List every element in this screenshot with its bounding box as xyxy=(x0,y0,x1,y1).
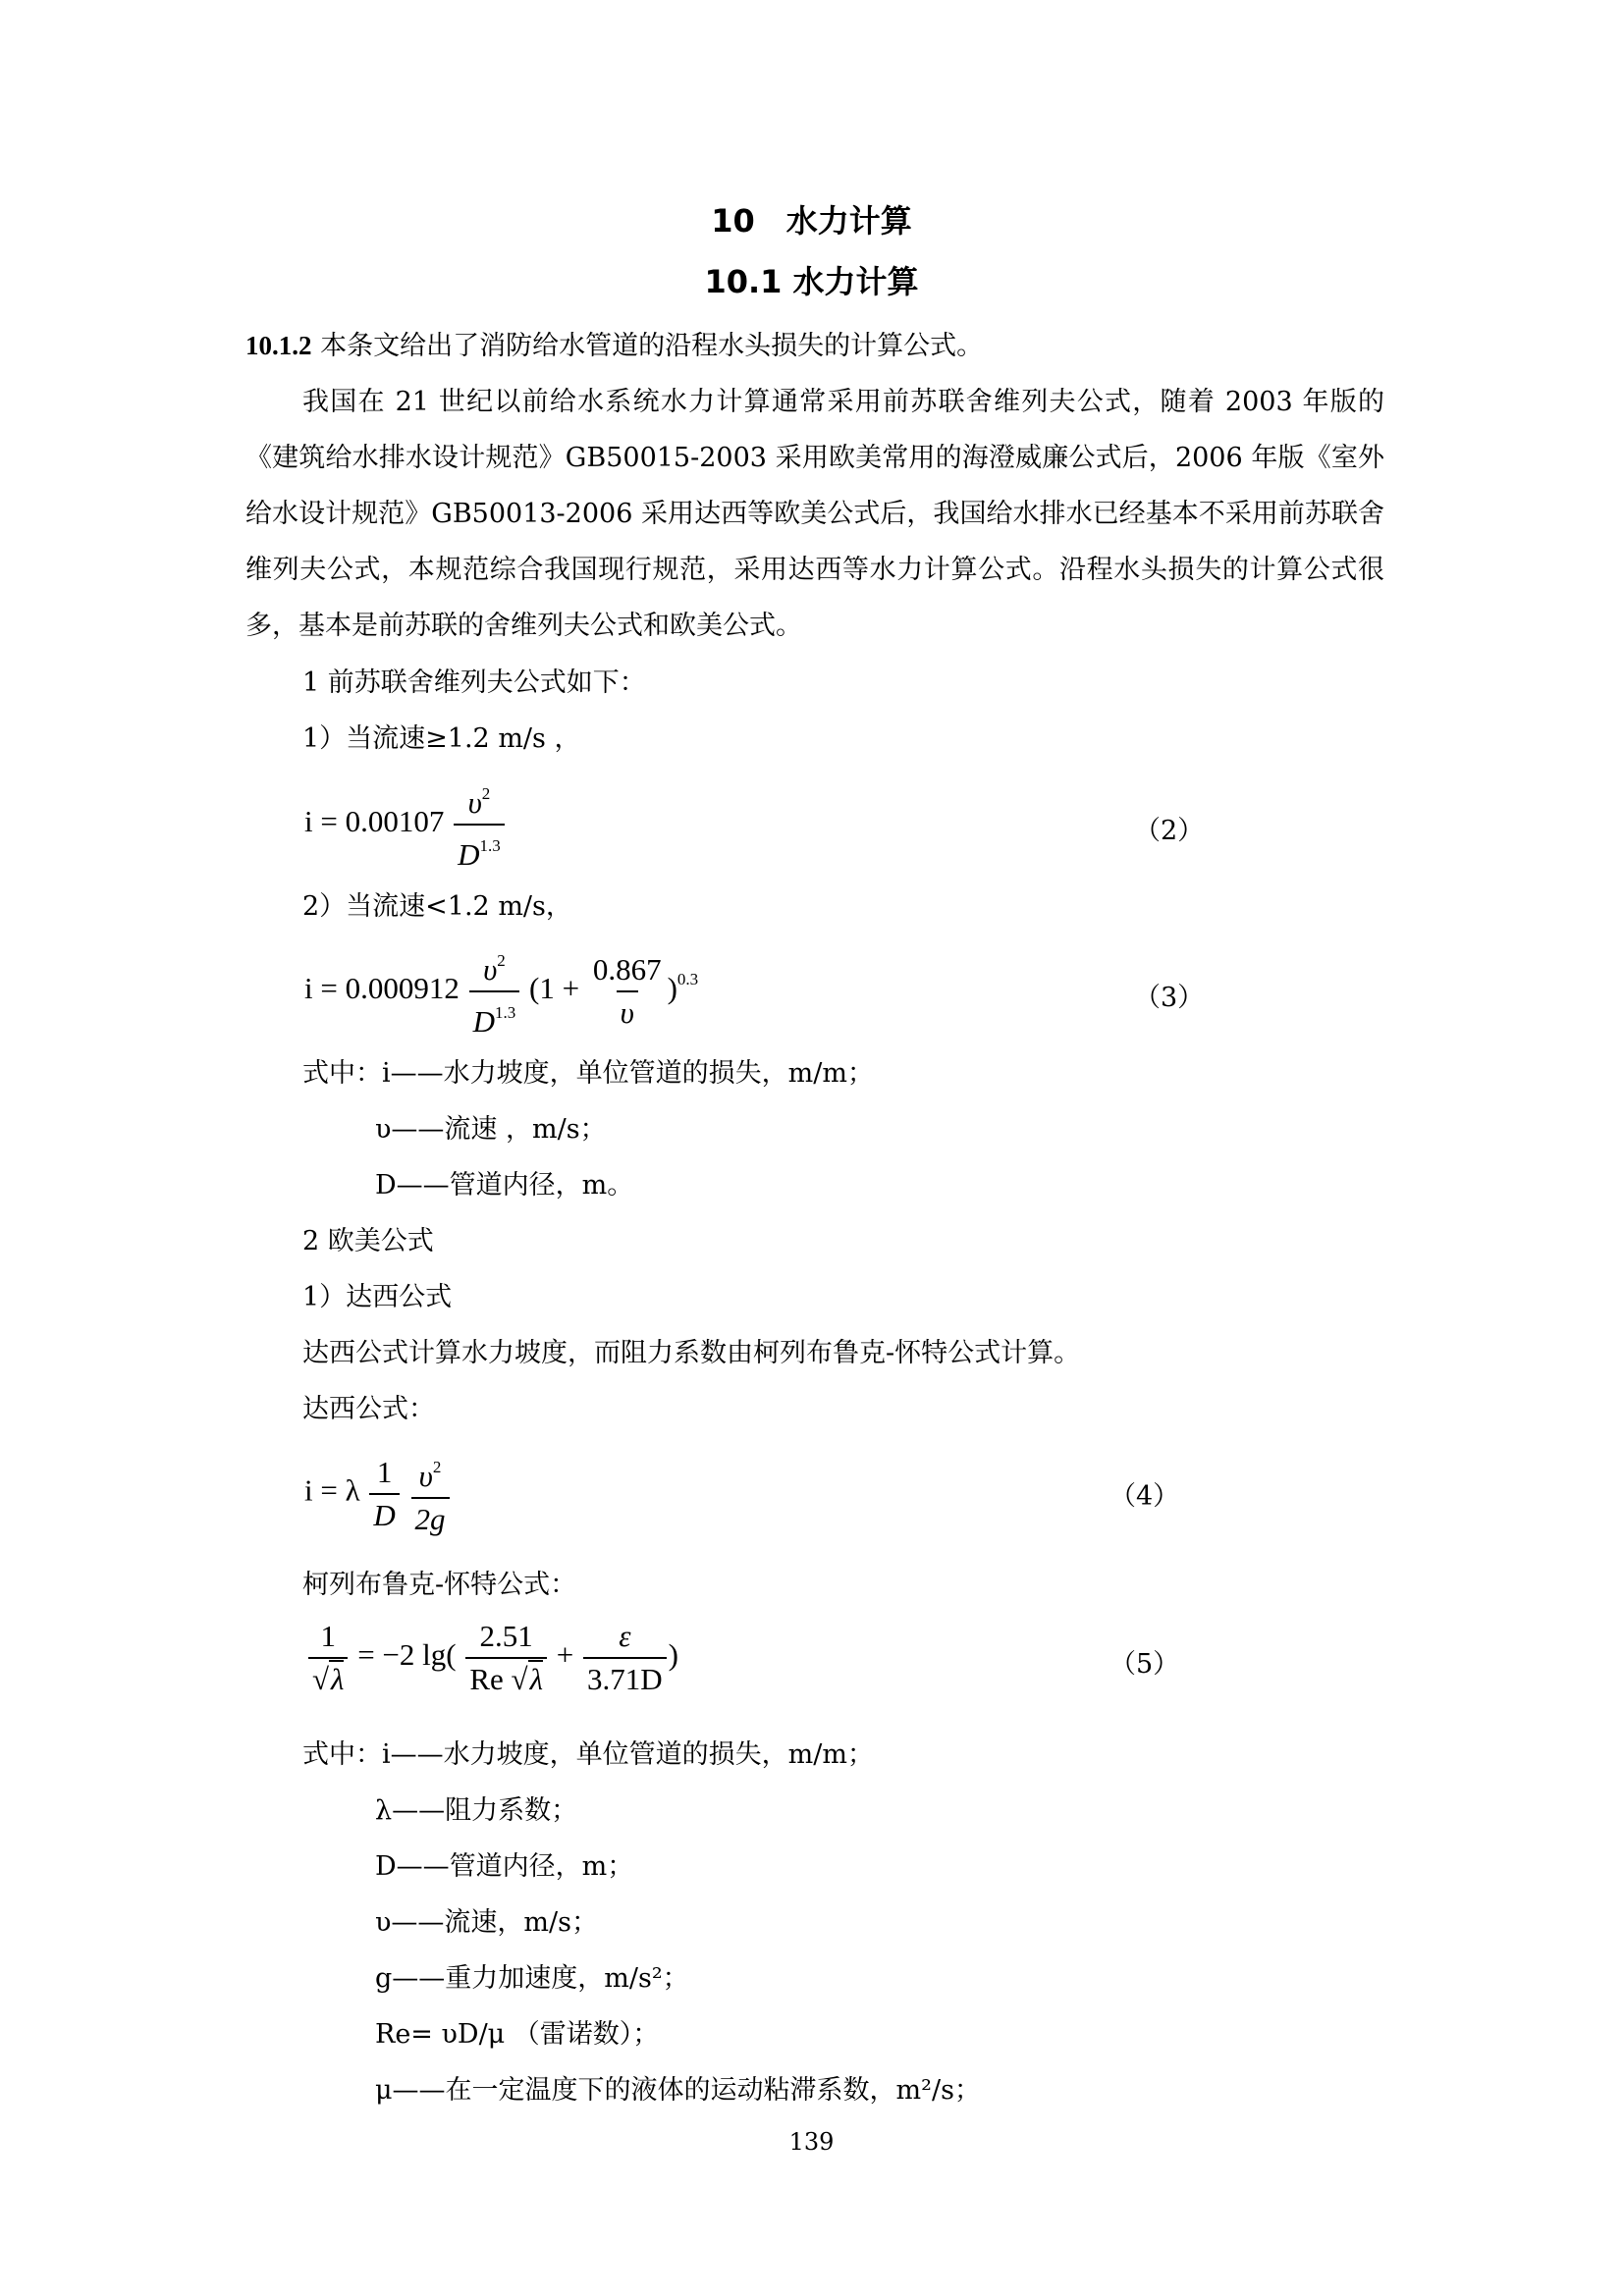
eq2-num: υ xyxy=(467,785,482,820)
eq2-den-sup: 1.3 xyxy=(479,836,501,855)
where2-def-i: i——水力坡度，单位管道的损失，m/m； xyxy=(382,1739,874,1770)
eq2-number: （2） xyxy=(1134,816,1205,846)
eq5-l-num: 1 xyxy=(320,1619,336,1653)
where2-def-mu: μ——在一定温度下的液体的运动粘滞系数，m²/s； xyxy=(375,2075,981,2106)
item-2-1: 1）达西公式 xyxy=(302,1282,453,1312)
where2-def-lambda: λ——阻力系数； xyxy=(375,1795,578,1826)
eq4-lhs: i = λ xyxy=(304,1472,360,1508)
eq3-num-sup: 2 xyxy=(497,951,506,970)
equation-5 xyxy=(306,1618,678,1698)
item-1-1: 1）当流速≥1.2 m/s ， xyxy=(302,723,581,754)
eq4-fraction-1 xyxy=(369,1454,399,1534)
eq2-fraction xyxy=(454,775,505,874)
eq5-l-den: λ xyxy=(331,1662,345,1696)
where1-def-d: D——管道内径，m。 xyxy=(375,1170,634,1201)
eq3-number: （3） xyxy=(1134,983,1205,1013)
eq4-f2-den: 2g xyxy=(411,1497,450,1538)
chapter-title: 10 水力计算 xyxy=(711,202,912,240)
eq5-a-den: λ xyxy=(529,1662,543,1696)
item-1-2: 2）当流速<1.2 m/s， xyxy=(302,891,572,922)
eq5-b-den: 3.71D xyxy=(583,1657,667,1698)
eq4-f1-den: D xyxy=(369,1493,399,1534)
eq3-exp: 0.3 xyxy=(676,970,699,989)
eq5-close: ) xyxy=(668,1637,678,1673)
eq3-num: υ xyxy=(483,952,498,987)
eq3-inner-den: υ xyxy=(617,990,638,1032)
eq2-den: D xyxy=(458,837,480,872)
eq4-f1-num: 1 xyxy=(376,1454,393,1489)
item-1: 1 前苏联舍维列夫公式如下： xyxy=(302,667,646,698)
eq4-number: （4） xyxy=(1109,1481,1180,1512)
where1-def-i: i——水力坡度，单位管道的损失，m/m； xyxy=(382,1058,874,1089)
eq5-number: （5） xyxy=(1109,1649,1180,1680)
cw-label: 柯列布鲁克-怀特公式： xyxy=(302,1570,577,1600)
page-number: 139 xyxy=(788,2128,835,2156)
equation-2 xyxy=(304,775,507,874)
eq3-lhs: i = 0.000912 xyxy=(304,971,460,1006)
where2-def-g: g——重力加速度，m/s²； xyxy=(375,1963,689,1994)
where2-def-re: Re= υD/μ （雷诺数）； xyxy=(375,2019,660,2050)
where1-line-1 xyxy=(302,1045,874,1101)
where1-def-v: υ——流速 ，m/s； xyxy=(375,1114,607,1145)
eq5-mid: = −2 lg( xyxy=(357,1637,457,1673)
clause-number: 10.1.2 xyxy=(245,331,312,360)
eq2-lhs: i = 0.00107 xyxy=(304,804,445,839)
intro-paragraph: 我国在 21 世纪以前给水系统水力计算通常采用前苏联舍维列夫公式，随着 2003 年版的《建筑给水排水设计规范》GB50015-2003 采用欧美常用的海澄威廉公式后，2006 年版《室外给水设计规范》GB50013-2006 采用达西等欧美公式后，我国给水排水已经基本不采用前苏联舍维列夫公式，本规范综合我国现行规范，采用达西等水力计算公式。沿程水头损失的计算公式很多，基本是前苏联的舍维列夫公式和欧美公式。 xyxy=(245,387,1384,641)
equation-4 xyxy=(304,1449,452,1538)
eq5-b-fraction xyxy=(583,1618,667,1698)
eq4-f2-num-sup: 2 xyxy=(432,1458,442,1476)
eq3-den-sup: 1.3 xyxy=(495,1003,516,1022)
section-title: 10.1 水力计算 xyxy=(704,263,919,300)
equation-3 xyxy=(304,942,698,1041)
where2-line-1 xyxy=(302,1727,874,1783)
eq3-den: D xyxy=(472,1004,495,1039)
darcy-label: 达西公式： xyxy=(302,1394,435,1424)
clause-text: 本条文给出了消防给水管道的沿程水头损失的计算公式。 xyxy=(311,331,984,361)
eq5-a-fraction: $\frac{2.51}{Re √\lambda}$ xyxy=(465,1618,547,1698)
eq5-b-num: ε xyxy=(619,1619,631,1653)
clause-line xyxy=(245,318,983,374)
eq3-paren-close: ) xyxy=(667,971,677,1006)
eq5-left-fraction: $\frac{1}{√\lambda}$ xyxy=(308,1618,348,1698)
eq3-paren-open: (1 + xyxy=(529,971,580,1006)
eq5-a-num: 2.51 xyxy=(479,1619,533,1653)
eq4-f2-num: υ xyxy=(418,1459,433,1493)
darcy-description: 达西公式计算水力坡度，而阻力系数由柯列布鲁克-怀特公式计算。 xyxy=(302,1338,1081,1368)
eq4-fraction-2 xyxy=(411,1449,450,1538)
eq5-a-den-pre: Re xyxy=(469,1662,504,1696)
eq5-plus: + xyxy=(556,1637,574,1673)
eq2-num-sup: 2 xyxy=(481,784,491,803)
where2-def-v: υ——流速，m/s； xyxy=(375,1907,598,1938)
eq3-inner-num: 0.867 xyxy=(592,952,662,987)
eq3-inner-fraction xyxy=(589,951,666,1032)
where2-prefix: 式中： xyxy=(302,1739,382,1770)
item-2: 2 欧美公式 xyxy=(302,1226,434,1256)
where1-prefix: 式中： xyxy=(302,1058,382,1089)
eq3-fraction xyxy=(469,942,520,1041)
where2-def-d: D——管道内径，m； xyxy=(375,1851,634,1882)
